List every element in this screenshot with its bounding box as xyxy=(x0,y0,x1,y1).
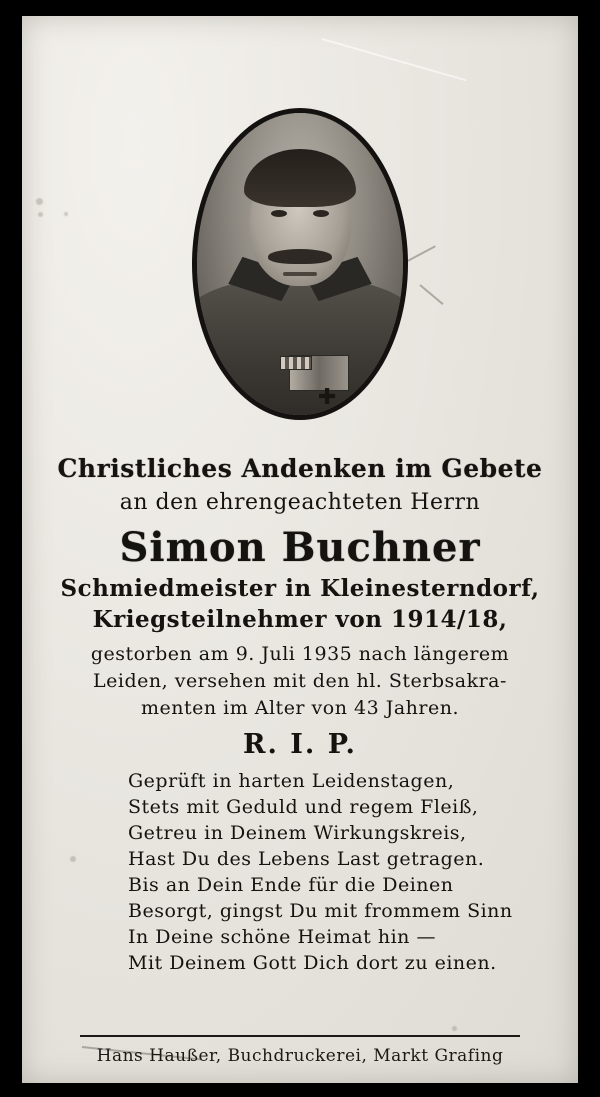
portrait-eye-left xyxy=(271,210,287,217)
rip-inscription: R. I. P. xyxy=(243,729,357,760)
portrait xyxy=(192,108,408,420)
poem-line: Stets mit Geduld und regem Fleiß, xyxy=(128,796,479,818)
poem-line: Hast Du des Lebens Last getragen. xyxy=(128,848,485,870)
deceased-name: Simon Buchner xyxy=(119,524,481,571)
poem-line: Mit Deinem Gott Dich dort zu einen. xyxy=(128,952,497,974)
portrait-mustache xyxy=(268,249,332,264)
portrait-eyebrow-right xyxy=(313,201,335,206)
poem-line: In Deine schöne Heimat hin — xyxy=(128,926,436,948)
death-line-3: menten im Alter von 43 Jahren. xyxy=(140,697,460,719)
divider-rule xyxy=(80,1035,520,1037)
paper-stain xyxy=(64,212,68,216)
portrait-oval-frame xyxy=(192,108,408,420)
card-paper-surface xyxy=(22,16,578,1083)
memorial-poem xyxy=(42,768,558,976)
paper-stain xyxy=(36,198,43,205)
ribbon-icon xyxy=(280,356,312,370)
poem-line: Getreu in Deinem Wirkungskreis, xyxy=(128,822,467,844)
memorial-text xyxy=(22,436,578,976)
paper-crack xyxy=(419,284,443,305)
portrait-uniform xyxy=(192,276,408,420)
war-service: Kriegsteilnehmer von 1914/18, xyxy=(92,606,508,633)
portrait-eye-right xyxy=(313,210,329,217)
poem-line: Besorgt, gingst Du mit frommem Sinn xyxy=(128,900,513,922)
paper-scratch xyxy=(322,38,467,81)
portrait-eyebrow-left xyxy=(265,201,287,206)
poem-line: Bis an Dein Ende für die Deinen xyxy=(128,874,454,896)
memorial-subheading: an den ehrengeachteten Herrn xyxy=(119,490,481,515)
printer-credit: Hans Haußer, Buchdruckerei, Markt Grafing xyxy=(96,1046,504,1066)
poem-line: Geprüft in harten Leidenstagen, xyxy=(128,770,455,792)
memorial-heading: Christliches Andenken im Gebete xyxy=(57,454,543,483)
paper-stain xyxy=(452,1026,457,1031)
iron-cross-icon: ✚ xyxy=(317,384,337,410)
deceased-occupation: Schmiedmeister in Kleinesterndorf, xyxy=(60,575,540,602)
death-line-1: gestorben am 9. Juli 1935 nach längerem xyxy=(90,643,510,665)
death-line-2: Leiden, versehen mit den hl. Sterbsakra- xyxy=(93,670,507,692)
paper-stain xyxy=(38,212,43,217)
portrait-mouth xyxy=(283,272,317,276)
